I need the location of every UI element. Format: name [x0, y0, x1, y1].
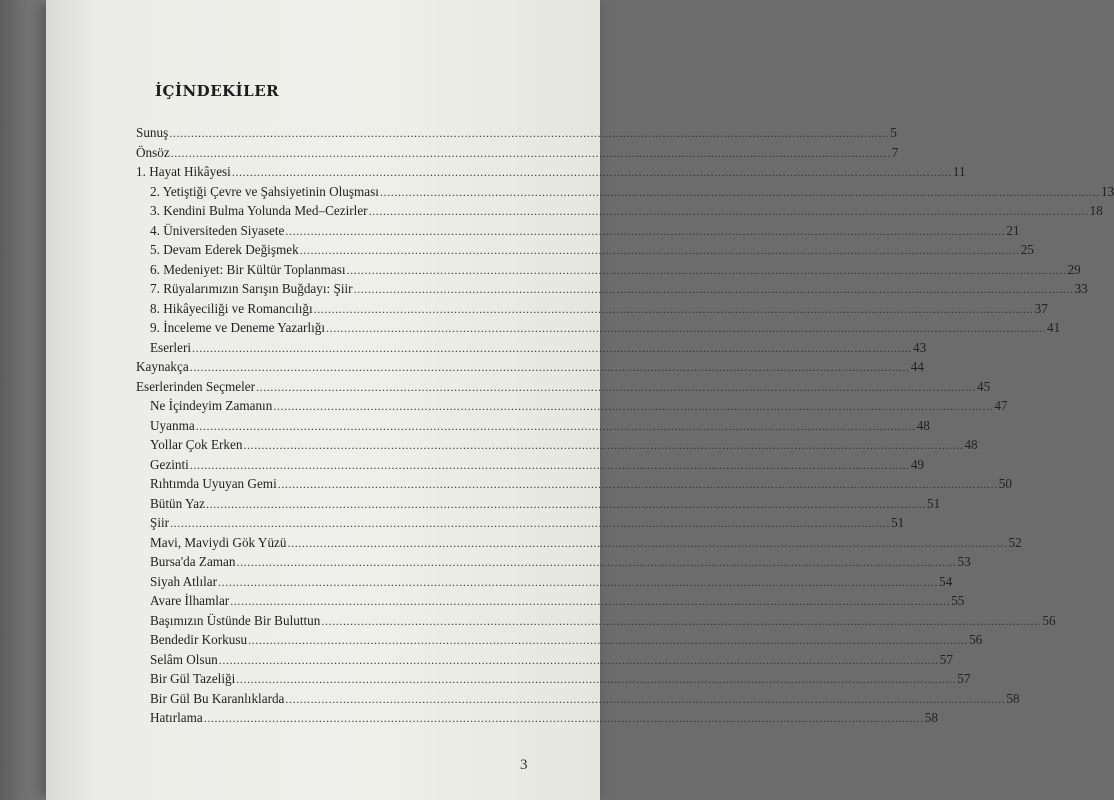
toc-entry: [150, 260, 1081, 280]
dot-leader: ........................................................................................................................................................................................................: [277, 477, 998, 491]
toc-entry-title: 5. Devam Ederek Değişmek: [150, 242, 299, 257]
toc-entry-page: 48: [916, 417, 930, 433]
page-number: 3: [520, 757, 528, 773]
dot-leader: ........................................................................................................................................................................................................: [379, 184, 1100, 199]
dot-leader: ........................................................................................................................................................................................................: [170, 145, 891, 160]
toc-entry: [150, 455, 925, 475]
toc-entry-title: 7. Rüyalarımızın Sarışın Buğdayı: Şiir: [150, 281, 353, 296]
toc-entry: [150, 318, 1061, 338]
toc-entry: [150, 572, 953, 592]
toc-entry-page: 49: [910, 456, 925, 472]
dot-leader: ........................................................................................................................................................................................................: [189, 457, 910, 472]
toc-entry-page: 53: [957, 554, 971, 569]
toc-entry-page: 50: [998, 476, 1012, 491]
dot-leader: ........................................................................................................................................................................................................: [273, 399, 994, 413]
dot-leader: ........................................................................................................................................................................................................: [231, 165, 952, 179]
toc-entry: [150, 689, 1020, 709]
toc-entry-title: Ne İçindeyim Zamanın: [150, 398, 273, 413]
toc-entry-page: 56: [969, 632, 983, 647]
toc-entry-page: 47: [994, 398, 1008, 413]
dot-leader: ........................................................................................................................................................................................................: [248, 633, 969, 647]
toc-entry: [150, 513, 905, 533]
toc-entry-title: 9. İnceleme ve Deneme Yazarlığı: [150, 320, 326, 335]
toc-entry: [136, 357, 924, 377]
toc-entry-page: 54: [939, 573, 953, 589]
toc-entry-page: 29: [1067, 261, 1081, 277]
dot-leader: ........................................................................................................................................................................................................: [236, 555, 957, 569]
dot-leader: ........................................................................................................................................................................................................: [236, 672, 957, 686]
toc-entry-page: 57: [939, 651, 953, 667]
toc-entry: [150, 630, 983, 650]
toc-entry: [150, 299, 1048, 319]
toc-entry-title: Bir Gül Bu Karanlıklarda: [150, 690, 285, 706]
toc-entry-title: Eserleri: [150, 339, 192, 355]
toc-entry: [150, 650, 953, 670]
toc-entry-title: Uyanma: [150, 417, 195, 433]
toc-entry: [150, 435, 978, 455]
toc-entry: [150, 221, 1020, 241]
toc-entry: [150, 201, 1103, 221]
dot-leader: ........................................................................................................................................................................................................: [205, 496, 926, 511]
toc-entry-page: 56: [1042, 612, 1056, 628]
toc-entry-title: 1. Hayat Hikâyesi: [136, 164, 231, 179]
toc-entry-page: 21: [1006, 222, 1020, 238]
dot-leader: ........................................................................................................................................................................................................: [189, 360, 910, 374]
dot-leader: ........................................................................................................................................................................................................: [285, 223, 1006, 238]
dot-leader: ........................................................................................................................................................................................................: [287, 535, 1008, 550]
dot-leader: ........................................................................................................................................................................................................: [256, 379, 976, 394]
toc-entry: [136, 162, 966, 182]
toc-entry: [150, 240, 1034, 260]
toc-entry-page: 51: [926, 495, 941, 511]
toc-entry: [150, 338, 927, 358]
toc-entry-page: 33: [1074, 281, 1088, 296]
toc-entry-page: 48: [964, 437, 978, 452]
toc-entry: [150, 182, 1114, 202]
toc-entry-title: 3. Kendini Bulma Yolunda Med–Cezirler: [150, 203, 368, 218]
toc-entry-title: Sunuş: [136, 125, 169, 140]
dot-leader: ........................................................................................................................................................................................................: [170, 516, 891, 530]
toc-entry-page: 57: [957, 671, 971, 686]
toc-entry-page: 7: [891, 144, 899, 160]
toc-entry-page: 43: [913, 339, 927, 355]
toc-entry: [150, 416, 930, 436]
dot-leader: ........................................................................................................................................................................................................: [192, 340, 913, 355]
toc-entry: [150, 279, 1088, 299]
toc-entry-title: 8. Hikâyeciliği ve Romancılığı: [150, 300, 313, 316]
toc-entry-title: Bütün Yaz: [150, 495, 205, 511]
toc-entry-page: 58: [924, 710, 938, 725]
toc-entry: [136, 123, 897, 143]
toc-entry-page: 11: [952, 164, 966, 179]
toc-entry-title: Yollar Çok Erken: [150, 437, 243, 452]
toc-entry: [150, 474, 1012, 494]
toc-entry-title: Başımızın Üstünde Bir Buluttun: [150, 612, 321, 628]
toc-entry-title: Kaynakça: [136, 359, 189, 374]
dot-leader: ........................................................................................................................................................................................................: [218, 652, 939, 667]
toc-entry-page: 55: [951, 593, 965, 608]
toc-entry-page: 5: [890, 125, 897, 140]
toc-entry-title: Selâm Olsun: [150, 651, 218, 667]
toc-entry: [150, 611, 1056, 631]
toc-entry-page: 25: [1020, 242, 1034, 257]
dot-leader: ........................................................................................................................................................................................................: [313, 301, 1034, 316]
dot-leader: ........................................................................................................................................................................................................: [368, 204, 1089, 218]
dot-leader: ........................................................................................................................................................................................................: [195, 418, 916, 433]
toc-entry-title: Hatırlama: [150, 710, 203, 725]
toc-entry-title: Önsöz: [136, 144, 170, 160]
toc-entry-title: Siyah Atlılar: [150, 573, 218, 589]
dot-leader: ........................................................................................................................................................................................................: [346, 262, 1067, 277]
toc-entry: [150, 708, 938, 728]
toc-entry-page: 51: [891, 515, 905, 530]
dot-leader: ........................................................................................................................................................................................................: [285, 691, 1006, 706]
dot-leader: ........................................................................................................................................................................................................: [326, 321, 1047, 335]
toc-entry-page: 44: [910, 359, 924, 374]
toc-entry-title: 6. Medeniyet: Bir Kültür Toplanması: [150, 261, 346, 277]
dot-leader: ........................................................................................................................................................................................................: [169, 126, 890, 140]
dot-leader: ........................................................................................................................................................................................................: [353, 282, 1074, 296]
toc-entry-title: Gezinti: [150, 456, 189, 472]
toc-entry-title: Mavi, Maviydi Gök Yüzü: [150, 534, 287, 550]
toc-entry-page: 13: [1100, 183, 1114, 199]
toc-entry: [150, 494, 941, 514]
toc-entry: [150, 552, 971, 572]
toc-entry-title: Bursa'da Zaman: [150, 554, 236, 569]
toc-entry: [150, 591, 965, 611]
toc-entry: [150, 533, 1022, 553]
toc-entry-title: Şiir: [150, 515, 170, 530]
dot-leader: ........................................................................................................................................................................................................: [203, 711, 924, 725]
dot-leader: ........................................................................................................................................................................................................: [299, 243, 1020, 257]
toc-entry-title: 2. Yetiştiği Çevre ve Şahsiyetinin Oluşması: [150, 183, 379, 199]
toc-entry-title: Rıhtımda Uyuyan Gemi: [150, 476, 277, 491]
toc-entry: [136, 377, 991, 397]
toc-entry-title: Avare İlhamlar: [150, 593, 230, 608]
dot-leader: ........................................................................................................................................................................................................: [230, 594, 951, 608]
dot-leader: ........................................................................................................................................................................................................: [321, 613, 1042, 628]
toc-entry: [150, 396, 1008, 416]
toc-entry-page: 58: [1006, 690, 1020, 706]
toc-entry-title: Bir Gül Tazeliği: [150, 671, 236, 686]
toc-entry-page: 18: [1089, 203, 1103, 218]
toc-entry: [136, 143, 899, 163]
toc-entry-page: 45: [977, 378, 991, 394]
toc-entry-page: 41: [1047, 320, 1061, 335]
toc-entry-title: Eserlerinden Seçmeler: [136, 378, 255, 394]
dot-leader: ........................................................................................................................................................................................................: [243, 438, 964, 452]
toc-entry-title: 4. Üniversiteden Siyasete: [150, 222, 285, 238]
toc-entry-page: 37: [1034, 300, 1048, 316]
toc-entry: [150, 669, 971, 689]
toc-heading: İÇİNDEKİLER: [155, 82, 280, 100]
toc-entry-title: Bendedir Korkusu: [150, 632, 248, 647]
toc-entry-page: 52: [1008, 534, 1022, 550]
dot-leader: ........................................................................................................................................................................................................: [218, 574, 939, 589]
